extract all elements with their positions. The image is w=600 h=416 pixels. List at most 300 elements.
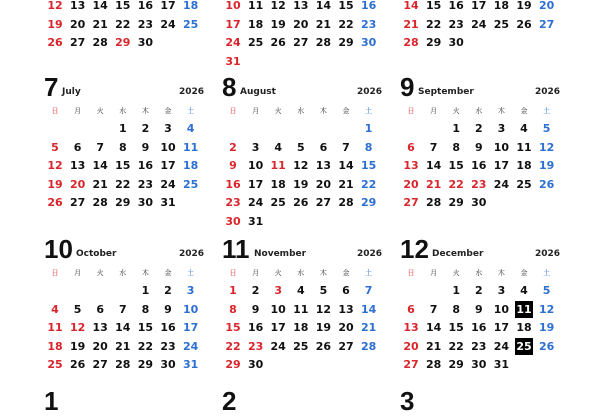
weekday-header [400, 104, 560, 118]
day-cell[interactable]: 1 [452, 284, 461, 297]
day-cell[interactable]: 16 [137, 0, 154, 12]
day-cell[interactable]: 30 [360, 36, 377, 49]
day-cell[interactable]: 5 [319, 284, 328, 297]
day-cell[interactable]: 20 [92, 339, 108, 353]
day-cell[interactable]: 29 [448, 358, 464, 371]
day-cell[interactable]: 7 [342, 140, 350, 154]
day-cell[interactable]: 28 [425, 196, 442, 209]
year-label: 2026 [356, 249, 382, 259]
day-cell[interactable]: 30 [137, 36, 154, 49]
day-cell[interactable]: 25 [182, 17, 199, 31]
month-number: 9 [400, 72, 415, 102]
weekday-label: 土 [543, 269, 551, 277]
empty-cell [180, 194, 202, 211]
day-cell[interactable]: 9 [474, 140, 483, 154]
day-cell[interactable]: 21 [403, 17, 419, 31]
day-cell[interactable]: 30 [471, 196, 487, 209]
day-cell[interactable]: 7 [96, 140, 105, 154]
day-cell[interactable]: 22 [448, 177, 464, 191]
empty-cell [67, 282, 89, 299]
day-cell[interactable]: 20 [69, 17, 86, 31]
day-cell[interactable]: 24 [160, 177, 176, 191]
day-cell[interactable]: 16 [160, 321, 176, 334]
day-cell[interactable]: 31 [225, 54, 241, 68]
day-cell[interactable]: 6 [73, 140, 82, 154]
day-cell[interactable]: 17 [493, 321, 510, 334]
day-cell[interactable]: 11 [516, 140, 532, 154]
next-month-number: 1 [44, 386, 59, 416]
day-cell[interactable]: 10 [160, 140, 176, 154]
day-cell[interactable]: 13 [403, 159, 419, 172]
day-cell[interactable]: 14 [360, 302, 377, 316]
day-cell[interactable]: 8 [141, 302, 150, 316]
day-cell[interactable]: 12 [538, 302, 555, 316]
empty-cell [245, 53, 267, 70]
day-cell[interactable]: 28 [338, 196, 354, 209]
day-cell[interactable]: 10 [247, 159, 264, 172]
day-cell[interactable]: 1 [452, 122, 461, 135]
day-cell[interactable]: 26 [538, 339, 555, 353]
month-name: August [240, 87, 276, 97]
weekday-label: 水 [475, 269, 483, 277]
empty-cell [267, 213, 289, 230]
day-cell[interactable]: 17 [182, 321, 199, 334]
day-cell[interactable]: 25 [293, 339, 309, 353]
weekday-label: 土 [187, 269, 195, 277]
day-cell[interactable]: 15 [115, 0, 131, 12]
next-month-number: 2 [222, 386, 237, 416]
weekday-label: 木 [497, 269, 505, 277]
month-number: 12 [400, 234, 429, 264]
day-cell[interactable]: 27 [69, 36, 86, 49]
day-cell[interactable]: 14 [403, 0, 419, 12]
day-cell[interactable]: 16 [448, 0, 464, 12]
day-cell[interactable]: 30 [225, 214, 241, 228]
day-cell[interactable]: 23 [471, 177, 487, 191]
day-cell[interactable]: 13 [293, 0, 309, 12]
empty-cell [312, 120, 334, 137]
day-cell[interactable]: 4 [520, 284, 528, 297]
day-cell[interactable]: 17 [270, 321, 286, 334]
day-cell[interactable]: 27 [293, 36, 309, 49]
day-cell[interactable]: 5 [73, 302, 82, 316]
weekday-label: 月 [430, 107, 438, 115]
day-cell[interactable]: 27 [538, 17, 555, 31]
day-cell[interactable]: 29 [115, 36, 131, 49]
day-cell[interactable]: 31 [160, 196, 176, 209]
day-cell[interactable]: 14 [115, 321, 131, 334]
day-cell[interactable]: 4 [186, 122, 195, 135]
day-cell[interactable]: 11 [247, 0, 264, 12]
day-cell[interactable]: 12 [47, 159, 63, 172]
day-cell[interactable]: 18 [516, 321, 532, 334]
day-cell[interactable]: 26 [47, 36, 63, 49]
day-cell[interactable]: 21 [115, 339, 131, 353]
weekday-label: 金 [520, 107, 528, 115]
day-cell[interactable]: 12 [270, 0, 286, 12]
weekday-label: 土 [187, 107, 195, 115]
day-cell[interactable]: 19 [47, 177, 63, 191]
day-cell[interactable]: 17 [160, 159, 176, 172]
day-cell[interactable]: 13 [69, 0, 86, 12]
day-cell[interactable]: 14 [315, 0, 332, 12]
day-cell[interactable]: 24 [270, 339, 286, 353]
day-cell[interactable]: 24 [182, 339, 199, 353]
day-cell[interactable]: 4 [274, 140, 283, 154]
day-cell[interactable]: 19 [516, 0, 532, 12]
day-cell[interactable]: 31 [247, 214, 264, 228]
day-cell[interactable]: 8 [452, 302, 461, 316]
day-cell[interactable]: 23 [360, 17, 377, 31]
month-header [222, 234, 382, 262]
day-cell[interactable]: 29 [360, 196, 377, 209]
day-cell[interactable]: 2 [474, 122, 483, 135]
day-cell[interactable]: 20 [538, 0, 555, 12]
day-cell[interactable]: 26 [516, 17, 532, 31]
day-cell[interactable]: 22 [115, 177, 131, 191]
day-cell[interactable]: 16 [225, 177, 241, 191]
empty-cell [312, 53, 334, 70]
empty-cell [490, 34, 512, 51]
day-cell[interactable]: 11 [182, 140, 199, 154]
day-cell[interactable]: 14 [425, 159, 442, 172]
day-cell[interactable]: 29 [425, 36, 442, 49]
day-cell[interactable]: 15 [115, 159, 131, 172]
day-cell[interactable]: 21 [425, 339, 442, 353]
day-cell[interactable]: 28 [92, 36, 108, 49]
day-cell[interactable]: 23 [137, 177, 154, 191]
day-cell[interactable]: 27 [403, 358, 419, 371]
day-cell[interactable]: 21 [92, 17, 108, 31]
day-cell[interactable]: 22 [448, 339, 464, 353]
day-cell[interactable]: 20 [315, 177, 332, 191]
empty-cell [267, 53, 289, 70]
day-cell[interactable]: 24 [160, 17, 176, 31]
day-cell[interactable]: 20 [69, 177, 86, 191]
day-cell[interactable]: 29 [115, 196, 131, 209]
day-cell[interactable]: 26 [538, 177, 555, 191]
day-cell[interactable]: 7 [118, 302, 127, 316]
day-cell[interactable]: 16 [360, 0, 377, 12]
day-cell[interactable]: 30 [448, 36, 464, 49]
day-cell[interactable]: 5 [542, 122, 551, 135]
day-cell[interactable]: 23 [448, 17, 464, 31]
day-cell[interactable]: 23 [247, 339, 264, 353]
day-cell[interactable]: 12 [315, 302, 332, 316]
day-cell[interactable]: 15 [338, 0, 354, 12]
day-cell[interactable]: 4 [51, 302, 59, 316]
day-cell[interactable]: 11 [270, 159, 286, 172]
day-cell[interactable]: 29 [225, 358, 241, 371]
day-cell[interactable]: 3 [164, 122, 172, 135]
day-cell[interactable]: 27 [315, 196, 332, 209]
day-cell[interactable]: 15 [448, 159, 464, 172]
day-cell[interactable]: 17 [247, 177, 264, 191]
empty-cell [157, 34, 179, 51]
day-cell[interactable]: 26 [69, 358, 86, 371]
day-cell[interactable]: 26 [270, 36, 286, 49]
day-cell[interactable]: 25 [516, 339, 532, 353]
day-cell[interactable]: 26 [293, 196, 309, 209]
weekday-label: 火 [96, 107, 104, 115]
day-cell[interactable]: 3 [251, 140, 260, 154]
day-cell[interactable]: 14 [92, 159, 108, 172]
day-cell[interactable]: 11 [47, 321, 63, 334]
month-header [400, 234, 560, 262]
day-cell[interactable]: 17 [493, 159, 510, 172]
day-cell[interactable]: 5 [296, 140, 305, 154]
empty-cell [290, 120, 312, 137]
empty-cell [290, 53, 312, 70]
day-cell[interactable]: 6 [407, 302, 415, 316]
day-cell[interactable]: 28 [115, 358, 131, 371]
day-cell[interactable]: 9 [141, 140, 150, 154]
weekday-label: 月 [252, 269, 260, 277]
day-cell[interactable]: 27 [92, 358, 108, 371]
day-cell[interactable]: 9 [229, 159, 237, 172]
day-cell[interactable]: 21 [425, 177, 442, 191]
day-cell[interactable]: 26 [315, 339, 332, 353]
day-cell[interactable]: 22 [360, 177, 377, 191]
day-cell[interactable]: 10 [182, 302, 199, 316]
day-cell[interactable]: 20 [338, 321, 354, 334]
day-cell[interactable]: 22 [338, 17, 354, 31]
day-cell[interactable]: 25 [270, 196, 286, 209]
weekday-label: 日 [407, 269, 415, 277]
day-cell[interactable]: 15 [425, 0, 442, 12]
day-cell[interactable]: 23 [225, 196, 241, 209]
day-cell[interactable]: 11 [516, 302, 532, 316]
day-cell[interactable]: 21 [360, 321, 377, 334]
day-cell[interactable]: 1 [229, 284, 237, 297]
month-number: 8 [222, 72, 237, 102]
month-block [222, 72, 382, 228]
day-cell[interactable]: 2 [164, 284, 172, 297]
day-cell[interactable]: 30 [471, 358, 487, 371]
day-cell[interactable]: 19 [538, 321, 555, 334]
day-cell[interactable]: 28 [425, 358, 442, 371]
weekday-label: 火 [452, 107, 460, 115]
empty-cell [89, 120, 111, 137]
weekday-label: 火 [452, 269, 460, 277]
day-cell[interactable]: 20 [403, 339, 419, 353]
day-cell[interactable]: 24 [493, 177, 510, 191]
day-cell[interactable]: 28 [360, 339, 377, 353]
weekday-label: 火 [274, 107, 282, 115]
day-cell[interactable]: 28 [403, 36, 419, 49]
day-cell[interactable]: 22 [425, 17, 442, 31]
day-cell[interactable]: 18 [493, 0, 510, 12]
day-cell[interactable]: 31 [182, 358, 199, 371]
empty-cell [44, 282, 66, 299]
day-cell[interactable]: 19 [270, 17, 286, 31]
empty-cell [312, 356, 334, 373]
day-cell[interactable]: 17 [160, 0, 176, 12]
day-cell[interactable]: 12 [69, 321, 86, 334]
day-cell[interactable]: 6 [407, 140, 415, 154]
day-cell[interactable]: 2 [251, 284, 260, 297]
day-cell[interactable]: 14 [338, 159, 354, 172]
day-cell[interactable]: 3 [497, 284, 506, 297]
weekday-header [222, 266, 382, 280]
day-cell[interactable]: 12 [47, 0, 63, 12]
day-cell[interactable]: 18 [182, 0, 199, 12]
day-cell[interactable]: 4 [296, 284, 305, 297]
empty-cell [513, 194, 535, 211]
day-cell[interactable]: 5 [51, 140, 59, 154]
day-cell[interactable]: 15 [225, 321, 241, 334]
day-cell[interactable]: 15 [360, 159, 377, 172]
month-name: December [432, 249, 484, 259]
weekday-label: 水 [297, 269, 305, 277]
day-cell[interactable]: 25 [516, 177, 532, 191]
day-cell[interactable]: 3 [186, 284, 195, 297]
day-cell[interactable]: 27 [338, 339, 354, 353]
day-cell[interactable]: 7 [364, 284, 373, 297]
day-cell[interactable]: 13 [403, 321, 419, 334]
day-cell[interactable]: 24 [247, 196, 264, 209]
day-cell[interactable]: 24 [471, 17, 487, 31]
day-cell[interactable]: 13 [338, 302, 354, 316]
weekday-label: 水 [475, 107, 483, 115]
day-cell[interactable]: 5 [542, 284, 551, 297]
day-cell[interactable]: 24 [493, 339, 510, 353]
day-cell[interactable]: 10 [225, 0, 241, 12]
day-cell[interactable]: 29 [448, 196, 464, 209]
day-cell[interactable]: 12 [538, 140, 555, 154]
day-cell[interactable]: 6 [96, 302, 105, 316]
day-cell[interactable]: 27 [69, 196, 86, 209]
day-cell[interactable]: 7 [429, 140, 438, 154]
day-cell[interactable]: 18 [270, 177, 286, 191]
day-cell[interactable]: 19 [69, 339, 86, 353]
weekday-header [222, 104, 382, 118]
day-cell[interactable]: 6 [342, 284, 350, 297]
weekday-label: 木 [141, 107, 149, 115]
day-cell[interactable]: 16 [471, 321, 487, 334]
day-cell[interactable]: 9 [251, 302, 260, 316]
weekday-label: 月 [252, 107, 260, 115]
day-cell[interactable]: 21 [92, 177, 108, 191]
day-cell[interactable]: 18 [516, 159, 532, 172]
day-cell[interactable]: 23 [471, 339, 487, 353]
day-cell[interactable]: 28 [92, 196, 108, 209]
day-cell[interactable]: 13 [69, 159, 86, 172]
day-cell[interactable]: 20 [403, 177, 419, 191]
day-cell[interactable]: 21 [315, 17, 332, 31]
empty-cell [267, 356, 289, 373]
day-cell[interactable]: 13 [315, 159, 332, 172]
day-cell[interactable]: 25 [247, 36, 264, 49]
day-cell[interactable]: 1 [364, 122, 373, 135]
weekday-label: 土 [365, 107, 373, 115]
empty-cell [358, 53, 380, 70]
day-cell[interactable]: 12 [293, 159, 309, 172]
day-cell[interactable]: 2 [474, 284, 483, 297]
day-cell[interactable]: 20 [293, 17, 309, 31]
day-cell[interactable]: 18 [293, 321, 309, 334]
day-cell[interactable]: 16 [247, 321, 264, 334]
day-cell[interactable]: 19 [315, 321, 332, 334]
day-cell[interactable]: 30 [137, 196, 154, 209]
day-cell[interactable]: 28 [315, 36, 332, 49]
empty-cell [513, 34, 535, 51]
day-cell[interactable]: 11 [293, 302, 309, 316]
day-cell[interactable]: 17 [471, 0, 487, 12]
day-cell[interactable]: 16 [137, 159, 154, 172]
day-cell[interactable]: 9 [164, 302, 172, 316]
day-cell[interactable]: 14 [92, 0, 108, 12]
empty-cell [222, 120, 244, 137]
empty-cell [267, 120, 289, 137]
empty-cell [335, 53, 357, 70]
day-cell[interactable]: 3 [274, 284, 283, 297]
day-cell[interactable]: 22 [137, 339, 154, 353]
day-cell[interactable]: 30 [160, 358, 176, 371]
day-cell[interactable]: 13 [92, 321, 108, 334]
day-cell[interactable]: 15 [448, 321, 464, 334]
day-cell[interactable]: 16 [471, 159, 487, 172]
day-cell[interactable]: 19 [47, 17, 63, 31]
day-cell[interactable]: 30 [247, 358, 264, 371]
day-cell[interactable]: 2 [141, 122, 150, 135]
day-cell[interactable]: 10 [270, 302, 286, 316]
day-cell[interactable]: 22 [225, 339, 241, 353]
year-label: 2026 [178, 87, 204, 97]
day-cell[interactable]: 8 [452, 140, 461, 154]
day-cell[interactable]: 8 [229, 302, 237, 316]
day-cell[interactable]: 1 [141, 284, 150, 297]
day-cell[interactable]: 22 [115, 17, 131, 31]
day-cell[interactable]: 17 [225, 17, 241, 31]
day-cell[interactable]: 25 [47, 358, 63, 371]
day-cell[interactable]: 18 [247, 17, 264, 31]
year-label: 2026 [178, 249, 204, 259]
day-cell[interactable]: 1 [118, 122, 127, 135]
day-cell[interactable]: 19 [293, 177, 309, 191]
day-cell[interactable]: 15 [137, 321, 154, 334]
day-cell[interactable]: 26 [47, 196, 63, 209]
day-cell[interactable]: 27 [403, 196, 419, 209]
day-cell[interactable]: 29 [338, 36, 354, 49]
day-cell[interactable]: 23 [137, 17, 154, 31]
empty-cell [312, 213, 334, 230]
day-cell[interactable]: 6 [319, 140, 328, 154]
day-cell[interactable]: 2 [229, 140, 237, 154]
day-cell[interactable]: 8 [364, 140, 373, 154]
day-cell[interactable]: 24 [225, 36, 241, 49]
day-cell[interactable]: 25 [493, 17, 510, 31]
day-cell[interactable]: 7 [429, 302, 438, 316]
day-cell[interactable]: 10 [493, 140, 510, 154]
day-cell[interactable]: 25 [182, 177, 199, 191]
day-cell[interactable]: 23 [160, 339, 176, 353]
day-cell[interactable]: 9 [474, 302, 483, 316]
day-cell[interactable]: 4 [520, 122, 528, 135]
day-cell[interactable]: 10 [493, 302, 510, 316]
day-cell[interactable]: 31 [493, 358, 510, 371]
month-block [222, 234, 382, 371]
day-cell[interactable]: 19 [538, 159, 555, 172]
day-cell[interactable]: 18 [47, 339, 63, 353]
day-cell[interactable]: 21 [338, 177, 354, 191]
day-cell[interactable]: 18 [182, 159, 199, 172]
day-cell[interactable]: 3 [497, 122, 506, 135]
day-cell[interactable]: 8 [118, 140, 127, 154]
day-cell[interactable]: 29 [137, 358, 154, 371]
empty-cell [400, 120, 422, 137]
day-cell[interactable]: 14 [425, 321, 442, 334]
